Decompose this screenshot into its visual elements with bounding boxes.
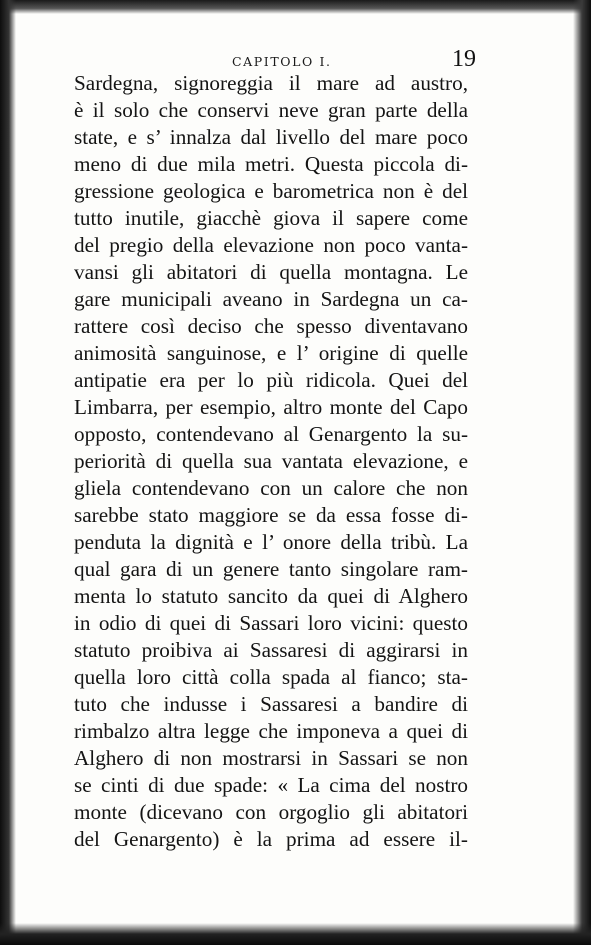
text-line: gare municipali aveano in Sardegna un ca- [74,287,468,311]
text-line: Sardegna, signoreggia il mare ad austro, [74,71,468,95]
text-line: del Genargento) è la prima ad essere il- [74,827,468,851]
text-line: qual gara di un genere tanto singolare ram- [74,557,468,581]
text-line: rimbalzo altra legge che imponeva a quei di [74,719,468,743]
scan-shadow-right [573,0,591,945]
text-line: animosità sanguinose, e l’ origine di quelle [74,341,468,365]
scan-shadow-left [0,0,16,945]
scan-shadow-top [0,0,591,14]
page-number: 19 [452,46,476,72]
text-line: rattere così deciso che spesso diventavano [74,314,468,338]
scan-shadow-bottom [0,923,591,945]
text-line: antipatie era per lo più ridicola. Quei del [74,368,468,392]
text-line: vansi gli abitatori di quella montagna. Le [74,260,468,284]
text-line: se cinti di due spade: « La cima del nostro [74,773,468,797]
text-line: monte (dicevano con orgoglio gli abitatori [74,800,468,824]
text-line: tutto inutile, giacchè giova il sapere come [74,206,468,230]
text-line: sarebbe stato maggiore se da essa fosse di- [74,503,468,527]
text-line: tuto che indusse i Sassaresi a bandire di [74,692,468,716]
text-line: Limbarra, per esempio, altro monte del Capo [74,395,468,419]
text-line: quella loro città colla spada al fianco; sta- [74,665,468,689]
text-line: penduta la dignità e l’ onore della tribù. La [74,530,468,554]
text-line: opposto, contendevano al Genargento la su- [74,422,468,446]
text-line: statuto proibiva ai Sassaresi di aggirarsi in [74,638,468,662]
text-line: gliela contendevano con un calore che non [74,476,468,500]
body-text [74,70,468,853]
text-line: Alghero di non mostrarsi in Sassari se non [74,746,468,770]
running-head: CAPITOLO I. [232,54,332,69]
text-line: è il solo che conservi neve gran parte della [74,98,468,122]
text-line: state, e s’ innalza dal livello del mare poco [74,125,468,149]
text-line: in odio di quei di Sassari loro vicini: questo [74,611,468,635]
text-line: meno di due mila metri. Questa piccola di- [74,152,468,176]
text-line: menta lo statuto sancito da quei di Alghero [74,584,468,608]
text-line: periorità di quella sua vantata elevazione, e [74,449,468,473]
text-line: del pregio della elevazione non poco vanta- [74,233,468,257]
text-line: gressione geologica e barometrica non è del [74,179,468,203]
